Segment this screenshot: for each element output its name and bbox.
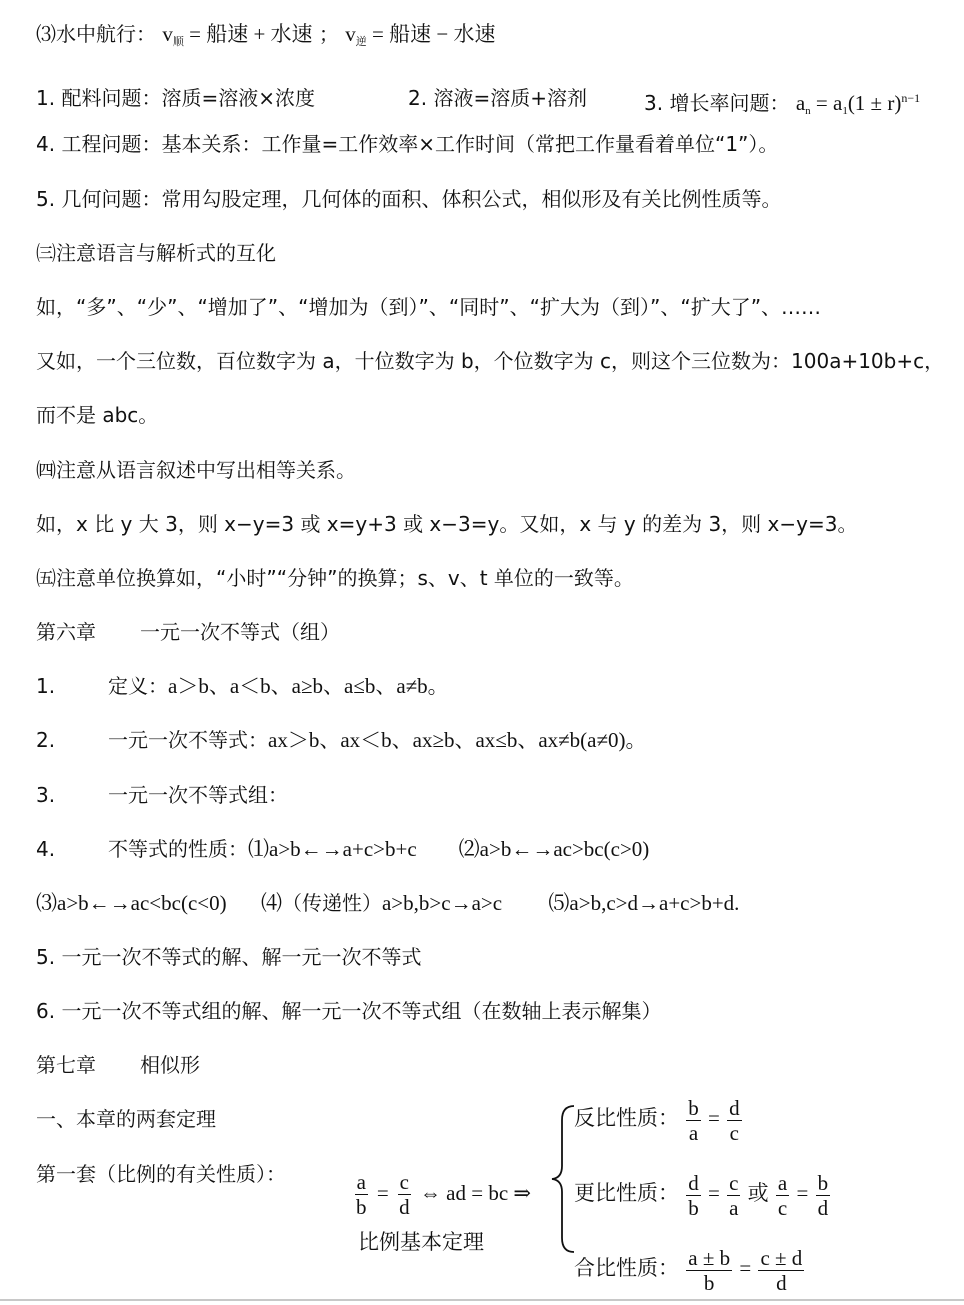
- section-equality-relation: ㈣注意从语言叙述中写出相等关系。: [36, 458, 356, 482]
- proportion-basic: $\frac{a}{b}$ = $\frac{c}{d}$ ⇔ ad = bc ⇒: [356, 1170, 532, 1219]
- section-unit-conversion: ㈤注意单位换算如，“小时”“分钟”的换算；s、v、t 单位的一致等。: [36, 566, 634, 590]
- page-bottom-rule: [0, 1299, 964, 1301]
- proportion-caption: 比例基本定理: [358, 1230, 484, 1254]
- example-not-abc: 而不是 abc。: [36, 403, 159, 427]
- growth-formula: $a_n = a_1(1 \pm r)^{n-1}$: [795, 91, 921, 117]
- growth-rate-problem: 3. 增长率问题： $a_n = a_1(1 \pm r)^{n-1}$: [644, 91, 921, 117]
- item-linear-inequality: 2. 一元一次不等式：ax＞b、ax＜b、ax≥b、ax≤b、ax≠b(a≠0)。: [36, 728, 647, 752]
- mixing-problem: 1. 配料问题：溶质=溶液×浓度: [36, 86, 315, 110]
- chapter-six-heading: 第六章 一元一次不等式（组）: [36, 620, 340, 644]
- upstream-formula: $v_逆$ = 船速 − 水速: [345, 22, 496, 48]
- alternate-property: 更比性质： $\frac{d}{b}$ = $\frac{c}{a}$ 或 $\frac{a}{c}$ = $\frac{b}{d}$: [574, 1170, 829, 1220]
- item-inequality-properties: 4. 不等式的性质：⑴a>b←→a+c>b+c ⑵a>b←→ac>bc(c>0): [36, 837, 650, 861]
- two-theorem-sets: 一、本章的两套定理: [36, 1107, 216, 1131]
- compose-property: 合比性质： $\frac{a \pm b}{b}$ = $\frac{c \pm d}{d}$: [574, 1245, 803, 1295]
- solution-relation: 2. 溶液=溶质+溶剂: [408, 86, 587, 110]
- work-problem: 4. 工程问题：基本关系：工作量=工作效率×工作时间（常把工作量看着单位“1”）。: [36, 132, 779, 156]
- solve-inequality-system: 6. 一元一次不等式组的解、解一元一次不等式组（在数轴上表示解集）: [36, 999, 662, 1023]
- inequality-properties-cont: ⑶a>b←→ac<bc(c<0) ⑷（传递性）a>b,b>c→a>c ⑸a>b,c>d→a+c>b+d.: [36, 891, 740, 915]
- fraction-c-d: $\frac{c}{d}$: [399, 1170, 410, 1219]
- chapter-seven-heading: 第七章 相似形: [36, 1053, 200, 1077]
- downstream-formula: $v_顺$ = 船速 + 水速: [162, 22, 313, 48]
- first-set-heading: 第一套（比例的有关性质）：: [36, 1162, 286, 1186]
- example-words: 如，“多”、“少”、“增加了”、“增加为（到）”、“同时”、“扩大为（到）”、“扩大了”、……: [36, 295, 822, 319]
- example-difference: 如，x 比 y 大 3，则 x−y=3 或 x=y+3 或 x−3=y。又如，x 与 y 的差为 3，则 x−y=3。: [36, 512, 858, 536]
- water-navigation-line: [36, 20, 495, 56]
- item-definition: 1. 定义：a＞b、a＜b、a≥b、a≤b、a≠b。: [36, 674, 449, 698]
- inverse-property: 反比性质： $\frac{b}{a}$ = $\frac{d}{c}$: [574, 1095, 740, 1145]
- item-inequality-system: 3. 一元一次不等式组：: [36, 783, 288, 807]
- example-three-digit: 又如，一个三位数，百位数字为 a，十位数字为 b，个位数字为 c，则这个三位数为：100a+10b+c，: [36, 349, 945, 373]
- separator: ；: [318, 22, 339, 46]
- water-lead: ⑶水中航行：: [36, 22, 156, 46]
- solve-inequality: 5. 一元一次不等式的解、解一元一次不等式: [36, 945, 422, 969]
- section-language-expression: ㈢注意语言与解析式的互化: [36, 241, 276, 265]
- fraction-a-b: $\frac{a}{b}$: [356, 1170, 367, 1219]
- geometry-problem: 5. 几何问题：常用勾股定理，几何体的面积、体积公式，相似形及有关比例性质等。: [36, 187, 782, 211]
